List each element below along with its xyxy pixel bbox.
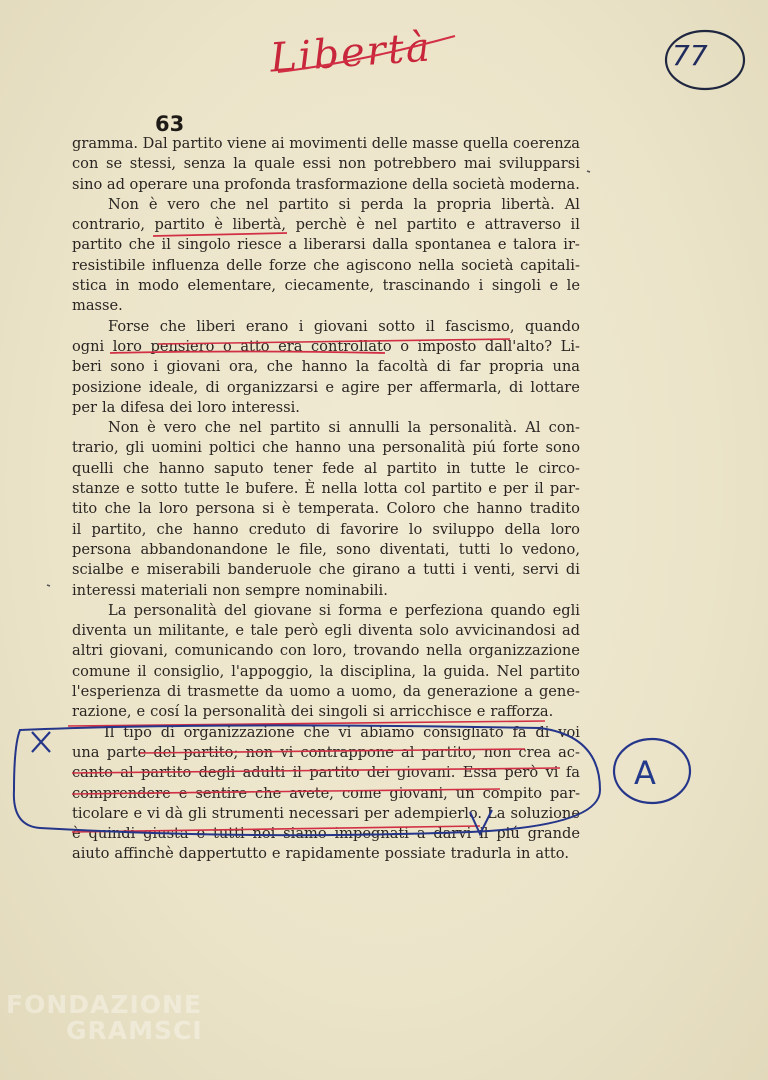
text-line: masse.	[72, 297, 123, 315]
text-line: contrario, partito è libertà, perchè è nel partito e attraverso il	[72, 216, 580, 234]
underline-tipo	[140, 749, 525, 753]
text-line: stica in modo elementare, ciecamente, trascinando i singoli e le	[72, 277, 580, 295]
underline-strumenti	[72, 826, 480, 832]
page-number: 63	[155, 112, 185, 136]
text-line: per la difesa dei loro interessi.	[72, 398, 300, 416]
text-line: Non è vero che nel partito si annulli la personalità. Al con-	[108, 419, 580, 437]
text-line: l'esperienza di trasmette da uomo a uomo, da generazione a gene-	[72, 683, 580, 701]
title-underline	[278, 36, 455, 72]
margin-letter: A	[634, 754, 656, 792]
underline-adulti	[72, 789, 500, 794]
text-line: canto al partito degli adulti il partito dei giovani. Essa però vi fa	[72, 764, 580, 782]
text-line: è quindi giusta e tutti noi siamo impegnati a darvi il piú grande	[72, 825, 580, 843]
text-line: Forse che liberi erano i giovani sotto il fascismo, quando	[108, 317, 580, 335]
text-line: resistibile influenza delle forze che agiscono nella società capitali-	[72, 256, 580, 274]
underline-partito	[72, 768, 560, 773]
margin-dot	[587, 171, 590, 172]
text-line: ogni loro pensiero o atto era controllato o imposto dall'alto? Li-	[72, 337, 580, 355]
text-line: gramma. Dal partito viene ai movimenti delle masse quella coerenza	[72, 135, 580, 152]
text-line: posizione ideale, di organizzarsi e agire per affermarla, di lottare	[72, 378, 580, 396]
margin-x-mark	[32, 732, 50, 752]
text-line: sino ad operare una profonda trasformazione della società moderna.	[72, 175, 580, 193]
text-line: beri sono i giovani ora, che hanno la facoltà di far propria una	[72, 358, 580, 376]
text-line: tito che la loro persona si è temperata. Coloro che hanno tradito	[72, 500, 580, 518]
text-line: comune il consiglio, l'appoggio, la disciplina, la guida. Nel partito	[72, 662, 580, 680]
text-line: comprendere e sentire che avete, come giovani, un compito par-	[72, 784, 580, 802]
underline-partito-liberta	[153, 233, 287, 236]
strike-controllato	[110, 352, 385, 354]
watermark-line1: FONDAZIONE	[6, 990, 203, 1019]
text-line: il partito, che hanno creduto di favorire lo sviluppo della loro	[72, 520, 580, 538]
archive-number-circle	[666, 31, 744, 89]
text-line: trario, gli uomini poltici che hanno una personalità piú forte sono	[72, 439, 580, 457]
text-line: con se stessi, senza la quale essi non potrebbero mai svilupparsi	[72, 155, 580, 173]
archive-number: 77	[672, 39, 708, 72]
margin-dot	[47, 585, 50, 586]
text-line: razione, e cosí la personalità dei singoli si arricchisce e rafforza.	[72, 703, 554, 721]
watermark	[6, 992, 203, 1044]
underline-fascismo	[158, 339, 510, 344]
text-line: partito che il singolo riesce a liberarsi dalla spontanea e talora ir-	[72, 236, 580, 254]
handwritten-title: Libertà	[268, 24, 434, 82]
text-line: scialbe e miserabili banderuole che girano a tutti i venti, servi di	[72, 561, 580, 579]
text-line: aiuto affinchè dappertutto e rapidamente possiate tradurla in atto.	[72, 845, 569, 863]
text-line: La personalità del giovane si forma e perfeziona quando egli	[108, 601, 580, 619]
paragraph-enclosure	[14, 725, 600, 835]
text-line: ticolare e vi dà gli strumenti necessari per adempierlo. La soluzione	[72, 804, 580, 822]
text-line: diventa un militante, e tale però egli diventa solo avvicinandosi ad	[72, 622, 580, 640]
watermark-line2: GRAMSCI	[66, 1016, 203, 1045]
text-line: altri giovani, comunicando con loro, trovando nella organizzazione	[72, 642, 580, 660]
text-line: persona abbandonandone le file, sono diventati, tutti lo vedono,	[72, 540, 580, 558]
text-line: Il tipo di organizzazione che vi abiamo consigliato fa di voi	[104, 723, 580, 741]
text-line: interessi materiali non sempre nominabili.	[72, 581, 388, 599]
text-line: Non è vero che nel partito si perda la propria libertà. Al	[108, 195, 580, 213]
text-line: quelli che hanno saputo tener fede al partito in tutte le circo-	[72, 459, 580, 477]
text-line: stanze e sotto tutte le bufere. È nella lotta col partito e per il par-	[72, 480, 580, 498]
text-line: una parte del partito; non vi contrappone al partito, non crea ac-	[72, 743, 580, 761]
